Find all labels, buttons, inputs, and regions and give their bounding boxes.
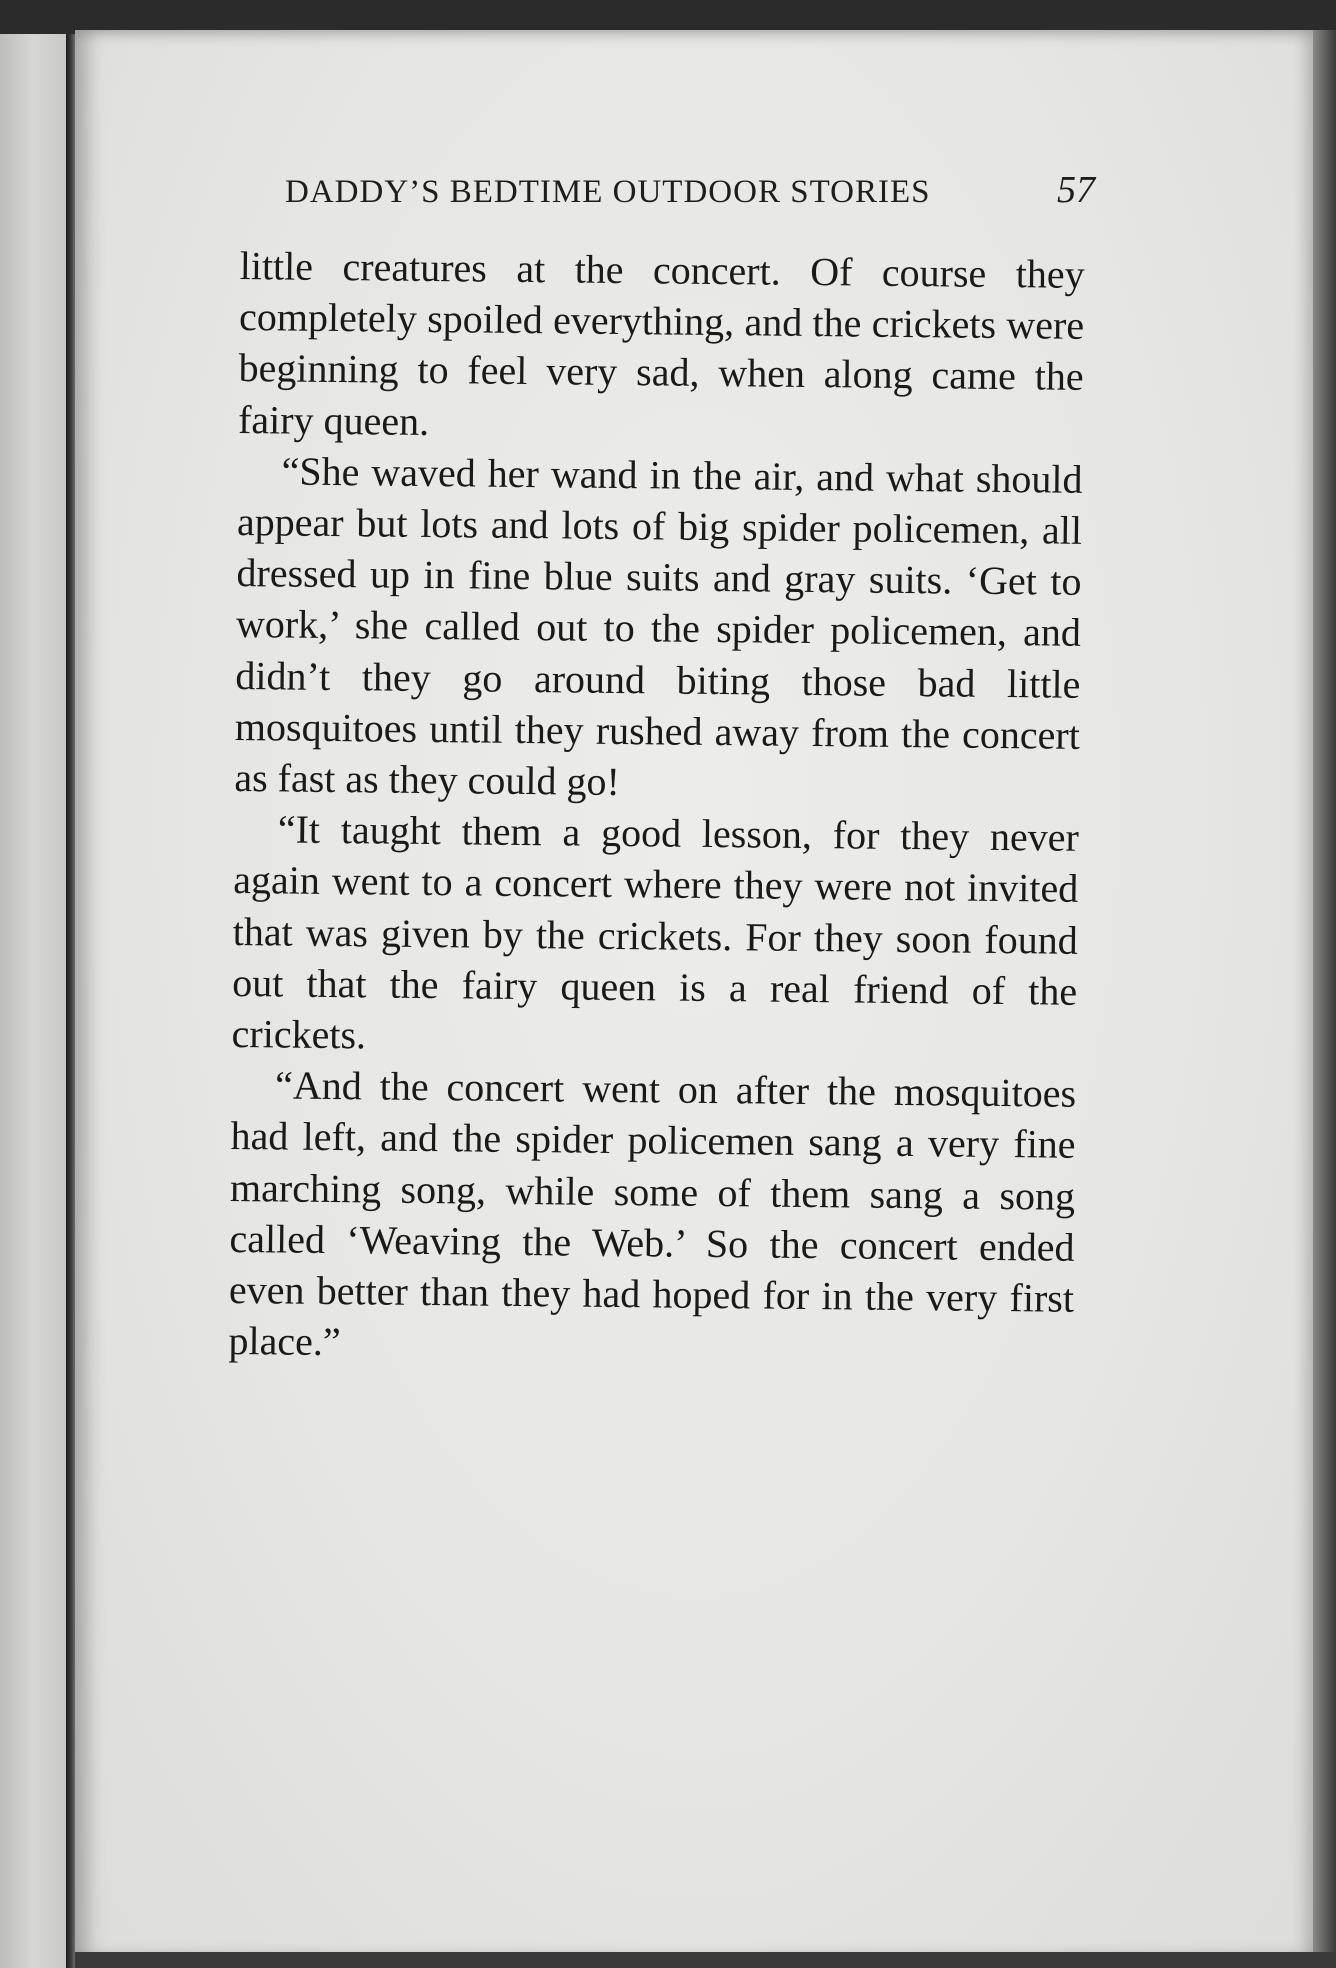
- running-head-title: DADDY’S BEDTIME OUTDOOR STORIES: [285, 174, 931, 210]
- paragraph: “She waved her wand in the air, and what should appear but lots and lots of big spider policemen, all dressed up in fine blue suits and gray suits. ‘Get to work,’ she called out to the spider policemen, and didn’t they go around biting those bad little mosquitoes until they rushed away from the concert as fast as they could go!: [234, 448, 1083, 805]
- page-bottom-edge: [75, 1952, 1336, 1968]
- paragraph: little creatures at the concert. Of course they completely spoiled everything, and the crickets were beginning to feel very sad, when along came the fairy queen.: [237, 242, 1085, 444]
- paragraph: “It taught them a good lesson, for they never again went to a concert where they were not invited that was given by the crickets. For they soon found out that the fairy queen is a real friend of the crickets.: [231, 806, 1080, 1058]
- running-head: [285, 168, 1095, 212]
- body-text: [228, 240, 1085, 1375]
- book-gutter: [66, 34, 75, 1968]
- page-number: 57: [1057, 169, 1095, 211]
- previous-page-edge: [0, 34, 66, 1968]
- paragraph: “And the concert went on after the mosquitoes had left, and the spider policemen sang a very fine marching song, while some of them sang a song called ‘Weaving the Web.’ So the concert ended even better than they had hoped for in the very first place.”: [228, 1062, 1077, 1365]
- page-right-edge: [1313, 30, 1336, 1968]
